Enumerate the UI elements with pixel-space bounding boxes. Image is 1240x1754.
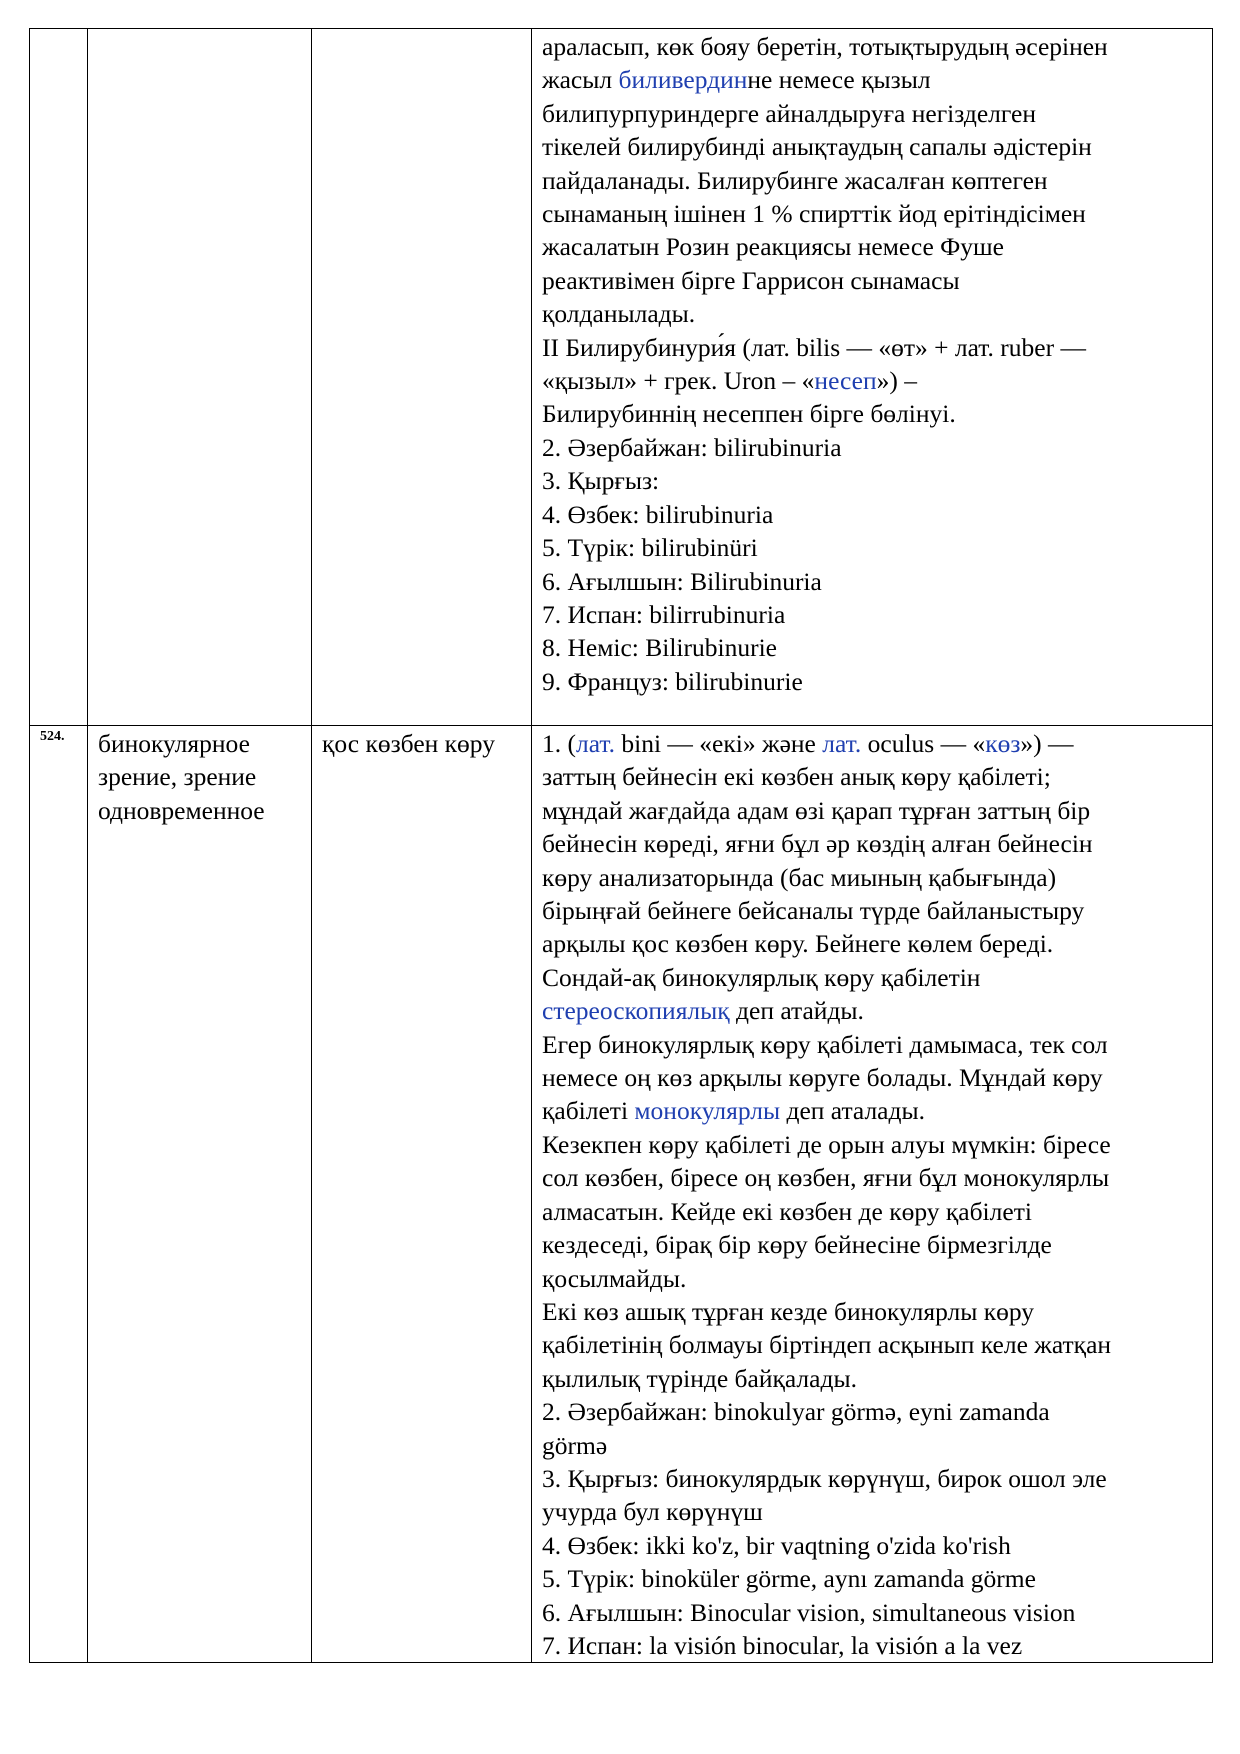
russian-term: бинокулярное зрение, зрение одновременное [98, 729, 265, 825]
entry-number: 524. [40, 729, 65, 744]
definition-text [532, 29, 1212, 698]
definition-fragment: oculus — « [861, 729, 986, 758]
definition-line [542, 397, 1208, 430]
definition-line [542, 827, 1208, 860]
definition-fragment: сынаманың ішінен 1 % спирттік йод ерітіндісімен [542, 199, 1086, 229]
russian-term-cell [88, 726, 312, 1663]
definition-line [542, 230, 1208, 263]
definition-fragment: мұндай жағдайда адам өзі қарап тұрған заттың бір [542, 795, 1091, 825]
definition-line [542, 1362, 1208, 1395]
term-link[interactable]: биливердин [618, 65, 748, 95]
definition-line [542, 1562, 1208, 1595]
definition-fragment: пайдаланады. Билирубинге жасалған көптеген [542, 165, 1048, 195]
definition-line [542, 63, 1208, 96]
definition-fragment: 2. Әзербайжан: binokulyar görmə, eyni zamanda [542, 1397, 1050, 1427]
definition-fragment: 2. Әзербайжан: bilirubinuria [542, 432, 842, 462]
definition-line [542, 727, 1208, 760]
definition-fragment: 4. Өзбек: bilirubinuria [542, 499, 774, 529]
definition-fragment: bini — «екі» және [615, 729, 823, 758]
definition-line [542, 30, 1208, 63]
term-link[interactable]: стереоскопиялық [542, 996, 730, 1026]
definition-line [542, 1596, 1208, 1629]
definition-fragment: ») — [1020, 729, 1074, 758]
definition-line [542, 665, 1208, 698]
definition-line [542, 1094, 1208, 1127]
definition-line [542, 97, 1208, 130]
definition-line [542, 1161, 1208, 1194]
definition-fragment: реактивімен бірге Гаррисон сынамасы [542, 265, 960, 295]
definition-line [542, 598, 1208, 631]
definition-fragment: учурда бул көрүнүш [542, 1497, 763, 1527]
kazakh-term-cell [312, 726, 532, 1663]
term-link[interactable]: лат. [822, 729, 862, 758]
entry-number-cell [30, 29, 88, 726]
definition-line [542, 1529, 1208, 1562]
definition-fragment: Екі көз ашық тұрған кезде бинокулярлы көру [542, 1296, 1035, 1326]
definition-fragment: қосылмайды. [542, 1263, 687, 1293]
definition-fragment: сол көзбен, біресе оң көзбен, яғни бұл монокулярлы [542, 1163, 1110, 1193]
definition-line [542, 197, 1208, 230]
definition-fragment: Кезекпен көру қабілеті де орын алуы мүмкін: біресе [542, 1129, 1111, 1159]
definition-line [542, 794, 1208, 827]
definition-line [542, 961, 1208, 994]
definition-fragment: 7. Испан: la visión binocular, la visión a la vez [542, 1630, 1023, 1660]
definition-line [542, 431, 1208, 464]
definition-fragment: 6. Ағылшын: Bilirubinuria [542, 566, 822, 596]
definition-text [532, 726, 1212, 1662]
definition-line [542, 1028, 1208, 1061]
definition-fragment: 5. Түрік: binoküler görme, aynı zamanda görme [542, 1564, 1036, 1594]
definition-fragment: жасыл [542, 65, 619, 95]
definition-fragment: не немесе қызыл [747, 65, 931, 95]
definition-fragment: алмасатын. Кейде екі көзбен де көру қабілеті [542, 1196, 1032, 1226]
definition-line [542, 297, 1208, 330]
definition-line [542, 531, 1208, 564]
definition-fragment: немесе оң көз арқылы көруге болады. Мұндай көру [542, 1063, 1103, 1093]
definition-line [542, 861, 1208, 894]
term-link[interactable]: монокулярлы [634, 1096, 781, 1126]
definition-fragment: деп аталады. [780, 1096, 925, 1126]
definition-line [542, 894, 1208, 927]
kazakh-term-cell [312, 29, 532, 726]
definition-fragment: араласып, көк бояу беретін, тотықтырудың әсерінен [542, 32, 1108, 61]
definition-fragment: қабілетінің болмауы біртіндеп асқынып келе жатқан [542, 1330, 1112, 1360]
definition-fragment: көру анализаторында (бас миының қабығында) [542, 862, 1057, 892]
definition-fragment: 5. Түрік: bilirubinüri [542, 533, 758, 563]
kazakh-term: қос көзбен көру [322, 729, 495, 758]
definition-line [542, 164, 1208, 197]
definition-fragment: Сондай-ақ бинокулярлық көру қабілетін [542, 962, 981, 992]
dictionary-table [29, 28, 1213, 1663]
definition-line [542, 1395, 1208, 1428]
definition-fragment: Билирубиннің несеппен бірге бөлінуі. [542, 399, 956, 429]
definition-fragment: жасалатын Розин реакциясы немесе Фуше [542, 232, 1004, 262]
definition-line [542, 364, 1208, 397]
definition-cell [532, 29, 1213, 726]
entry-number-cell [30, 726, 88, 1663]
definition-line [542, 130, 1208, 163]
definition-line [542, 760, 1208, 793]
definition-fragment: билипурпуриндерге айналдыруға негізделген [542, 98, 1036, 128]
definition-line [542, 1462, 1208, 1495]
definition-line [542, 994, 1208, 1027]
definition-line [542, 1228, 1208, 1261]
table-row [30, 29, 1213, 726]
definition-fragment: бейнесін көреді, яғни бұл әр көздің алған бейнесін [542, 829, 1093, 859]
definition-line [542, 1128, 1208, 1161]
definition-fragment: 9. Француз: bilirubinurie [542, 666, 803, 696]
term-link[interactable]: несеп [814, 366, 877, 396]
definition-line [542, 498, 1208, 531]
definition-line [542, 565, 1208, 598]
definition-fragment: Егер бинокулярлық көру қабілеті дамымаса, тек сол [542, 1029, 1108, 1059]
definition-fragment: 7. Испан: bilirrubinuria [542, 599, 786, 629]
definition-fragment: görmə [542, 1430, 608, 1460]
definition-line [542, 464, 1208, 497]
definition-line [542, 1262, 1208, 1295]
definition-fragment: қылилық түрінде байқалады. [542, 1363, 857, 1393]
russian-term-cell [88, 29, 312, 726]
definition-line [542, 1429, 1208, 1462]
definition-fragment: 3. Қырғыз: [542, 466, 660, 496]
definition-fragment: 3. Қырғыз: бинокулярдык көрүнүш, бирок ошол эле [542, 1463, 1107, 1493]
definition-fragment: 4. Өзбек: ikki ko'z, bir vaqtning o'zida ko'rish [542, 1530, 1011, 1560]
definition-line [542, 1061, 1208, 1094]
definition-cell [532, 726, 1213, 1663]
table-row [30, 726, 1213, 1663]
term-link[interactable]: лат. [576, 729, 615, 758]
definition-fragment: қолданылады. [542, 299, 696, 329]
definition-fragment: «қызыл» + грек. Uron – « [542, 366, 815, 396]
definition-fragment: 8. Неміс: Bilirubinurie [542, 633, 777, 663]
definition-fragment: қабілеті [542, 1096, 635, 1126]
definition-fragment: II Билирубинури́я (лат. bilis — «өт» + лат. ruber — [542, 332, 1086, 362]
definition-fragment: ») – [876, 366, 917, 396]
definition-fragment: заттың бейнесін екі көзбен анық көру қабілеті; [542, 762, 1051, 792]
definition-line [542, 927, 1208, 960]
definition-line [542, 1328, 1208, 1361]
definition-line [542, 1195, 1208, 1228]
definition-line [542, 264, 1208, 297]
definition-fragment: кездеседі, бірақ бір көру бейнесіне бірмезгілде [542, 1230, 1052, 1260]
definition-line [542, 331, 1208, 364]
definition-fragment: арқылы қос көзбен көру. Бейнеге көлем береді. [542, 929, 1054, 959]
definition-fragment: 1. ( [542, 729, 576, 758]
definition-fragment: тікелей билирубинді анықтаудың сапалы әдістерін [542, 132, 1092, 162]
term-link[interactable]: көз [985, 729, 1021, 758]
definition-fragment: бірыңғай бейнеге бейсаналы түрде байланыстыру [542, 896, 1085, 926]
definition-line [542, 631, 1208, 664]
definition-fragment: 6. Ағылшын: Binocular vision, simultaneous vision [542, 1597, 1076, 1627]
definition-line [542, 1495, 1208, 1528]
definition-line [542, 1629, 1208, 1662]
definition-line [542, 1295, 1208, 1328]
definition-fragment: деп атайды. [729, 996, 864, 1026]
